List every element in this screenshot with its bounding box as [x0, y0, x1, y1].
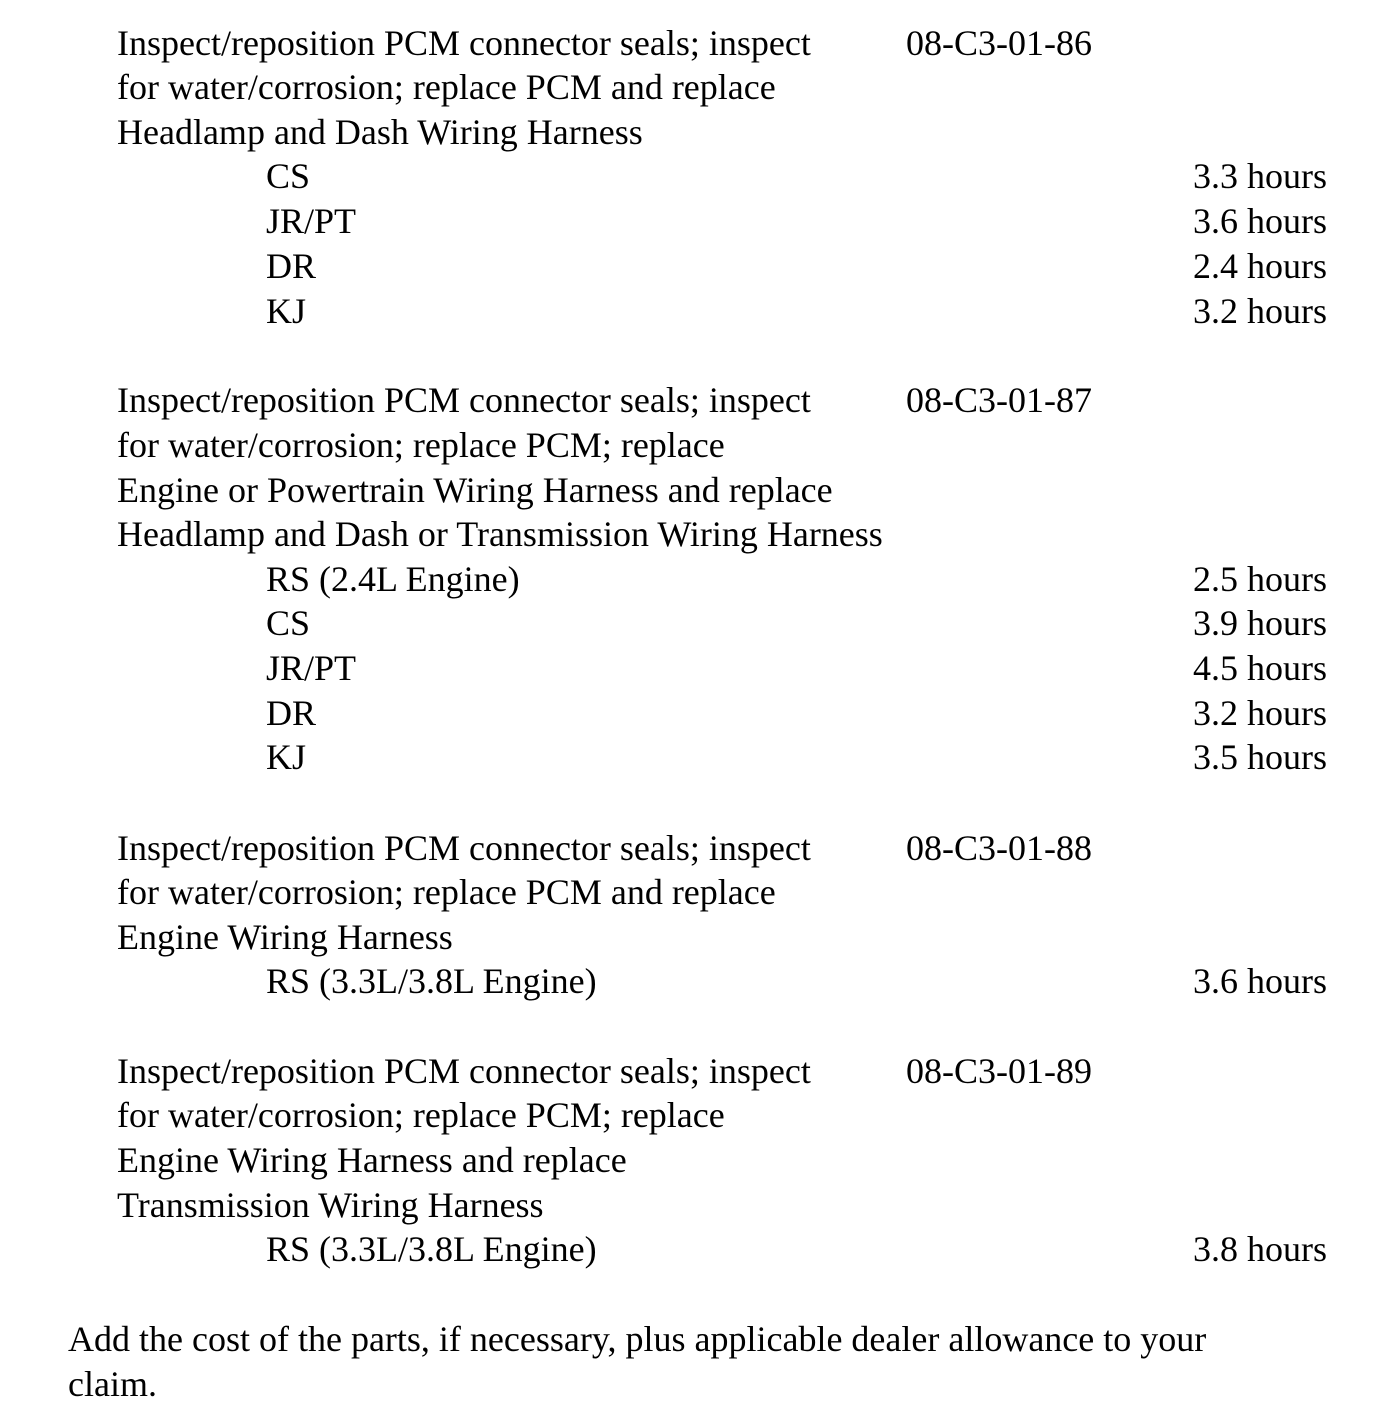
section-description-line: for water/corrosion; replace PCM and replace [117, 872, 776, 912]
footer-line: Add the cost of the parts, if necessary, plus applicable dealer allowance to your [68, 1319, 1207, 1359]
labor-hours: 3.5 hours [1193, 737, 1327, 777]
labor-hours: 4.5 hours [1193, 648, 1327, 688]
vehicle-label: CS [266, 603, 311, 643]
vehicle-label: DR [266, 246, 317, 286]
section-description-line: for water/corrosion; replace PCM and replace [117, 67, 776, 107]
labor-hours: 3.8 hours [1193, 1229, 1327, 1269]
footer-line: claim. [68, 1364, 157, 1404]
vehicle-label: CS [266, 156, 311, 196]
operation-code: 08-C3-01-87 [906, 380, 1092, 420]
vehicle-label: RS (3.3L/3.8L Engine) [266, 1229, 597, 1269]
operation-code: 08-C3-01-86 [906, 23, 1092, 63]
labor-hours: 3.6 hours [1193, 961, 1327, 1001]
vehicle-label: JR/PT [266, 201, 357, 241]
section-description-line: Engine or Powertrain Wiring Harness and replace [117, 470, 833, 510]
section-description-line: Engine Wiring Harness [117, 917, 453, 957]
vehicle-label: KJ [266, 737, 307, 777]
section-description-line: Inspect/reposition PCM connector seals; inspect [117, 380, 811, 420]
vehicle-label: RS (2.4L Engine) [266, 559, 520, 599]
labor-hours: 3.6 hours [1193, 201, 1327, 241]
vehicle-label: JR/PT [266, 648, 357, 688]
labor-hours: 3.9 hours [1193, 603, 1327, 643]
labor-hours: 3.2 hours [1193, 693, 1327, 733]
vehicle-label: KJ [266, 291, 307, 331]
vehicle-label: DR [266, 693, 317, 733]
labor-hours: 3.2 hours [1193, 291, 1327, 331]
section-description-line: Inspect/reposition PCM connector seals; inspect [117, 1051, 811, 1091]
section-description-line: Engine Wiring Harness and replace [117, 1140, 627, 1180]
labor-hours: 2.5 hours [1193, 559, 1327, 599]
section-description-line: for water/corrosion; replace PCM; replace [117, 425, 725, 465]
operation-code: 08-C3-01-89 [906, 1051, 1092, 1091]
vehicle-label: RS (3.3L/3.8L Engine) [266, 961, 597, 1001]
section-description-line: Transmission Wiring Harness [117, 1185, 544, 1225]
section-description-line: Inspect/reposition PCM connector seals; inspect [117, 828, 811, 868]
section-description-line: Headlamp and Dash or Transmission Wiring Harness [117, 514, 883, 554]
section-description-line: Inspect/reposition PCM connector seals; inspect [117, 23, 811, 63]
section-description-line: for water/corrosion; replace PCM; replace [117, 1095, 725, 1135]
operation-code: 08-C3-01-88 [906, 828, 1092, 868]
labor-hours: 2.4 hours [1193, 246, 1327, 286]
section-description-line: Headlamp and Dash Wiring Harness [117, 112, 643, 152]
labor-hours: 3.3 hours [1193, 156, 1327, 196]
